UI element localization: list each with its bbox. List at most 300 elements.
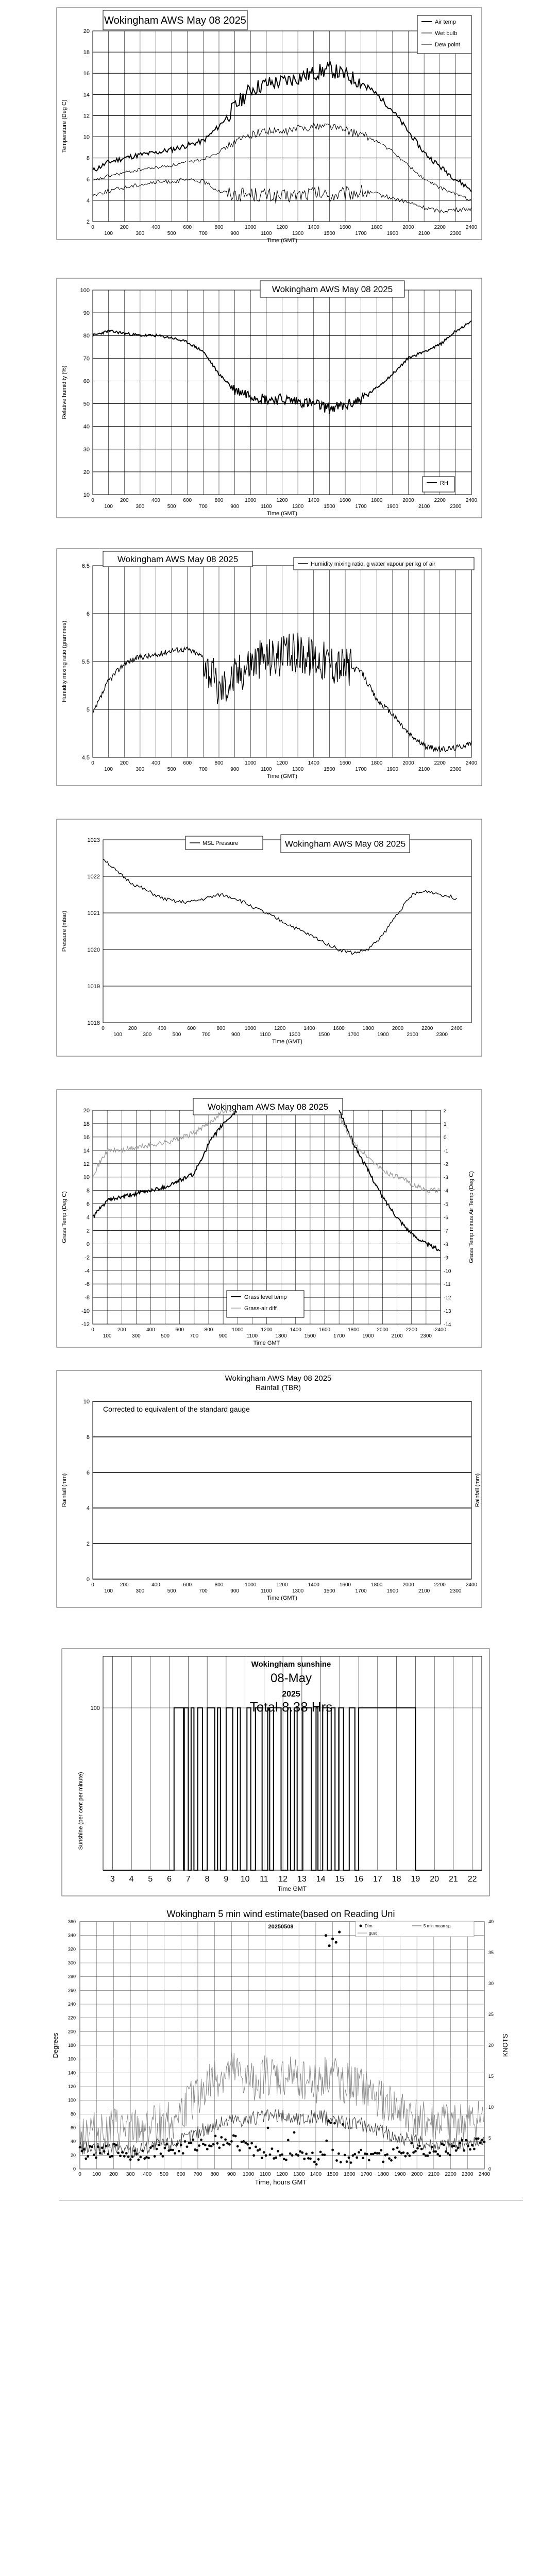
direction-point: [408, 2155, 411, 2157]
y-tick-label: 10: [83, 492, 90, 498]
x-tick-label: 9: [224, 1875, 229, 1884]
x-tick-label: 2100: [391, 1333, 403, 1339]
y-tick-label: 4: [86, 197, 90, 204]
direction-point: [412, 2151, 415, 2154]
x-tick-label: 2400: [478, 2172, 491, 2177]
y-tick-label: 18: [83, 1121, 90, 1127]
x-tick-label: 600: [175, 1327, 184, 1333]
x-tick-label: 2300: [436, 1032, 448, 1038]
y-tick-label: 5: [86, 707, 90, 713]
x-tick-label: 800: [214, 760, 224, 766]
x-tick-label: 1700: [355, 504, 367, 510]
x-tick-label: 1000: [245, 760, 257, 766]
x-tick-label: 1200: [276, 225, 288, 230]
y-tick-label: 140: [67, 2070, 76, 2076]
x-tick-label: 14: [316, 1875, 326, 1884]
direction-point: [97, 2145, 99, 2148]
direction-point: [91, 2146, 93, 2148]
direction-point: [317, 2158, 320, 2161]
direction-point: [125, 2152, 128, 2155]
x-tick-label: 2000: [402, 225, 414, 230]
direction-point: [471, 2144, 474, 2146]
direction-point: [457, 2146, 460, 2149]
x-tick-label: 15: [335, 1875, 345, 1884]
direction-point: [350, 2161, 352, 2164]
direction-point: [101, 2146, 104, 2149]
y-tick-label: -6: [84, 1281, 90, 1288]
direction-point: [176, 2143, 178, 2146]
chart-pressure: [0, 811, 541, 1069]
x-tick-label: 400: [151, 1582, 160, 1588]
direction-point: [115, 2144, 117, 2147]
direction-point: [407, 2152, 409, 2155]
chart-subtitle: 20250508: [268, 1924, 294, 1930]
direction-point: [327, 2120, 330, 2123]
direction-point: [158, 2144, 160, 2146]
y-tick-label: 120: [67, 2084, 76, 2089]
y-tick-label: 240: [67, 2002, 76, 2007]
chart-total: Total 8.38 Hrs: [249, 1699, 333, 1715]
direction-point: [269, 2154, 272, 2156]
chart-sunshine: [0, 1641, 541, 1899]
y-right-tick-label: 30: [488, 1981, 494, 1986]
direction-point: [392, 2148, 395, 2150]
y-tick-label: -12: [81, 1321, 90, 1328]
x-tick-label: 1000: [244, 1026, 257, 1031]
x-tick-label: 600: [183, 225, 192, 230]
y-tick-label: -8: [84, 1295, 90, 1301]
plot-area: [103, 840, 471, 1023]
y-tick-label: 10: [83, 134, 90, 141]
x-tick-label: 2300: [450, 1588, 462, 1594]
direction-point: [178, 2150, 180, 2153]
y-tick-label: 14: [83, 92, 90, 98]
x-tick-label: 1300: [293, 2172, 305, 2177]
y-tick-label: 160: [67, 2056, 76, 2062]
x-tick-label: 1500: [318, 1032, 330, 1038]
x-tick-label: 500: [167, 231, 176, 236]
x-tick-label: 900: [227, 2172, 236, 2177]
y-tick-label: 1020: [87, 947, 100, 953]
x-tick-label: 2200: [434, 1582, 446, 1588]
direction-point: [434, 2150, 437, 2153]
y-tick-label: -4: [84, 1268, 90, 1275]
direction-point: [252, 2154, 255, 2157]
x-tick-label: 1100: [259, 1032, 271, 1038]
direction-point: [127, 2156, 130, 2158]
direction-point: [263, 2151, 265, 2154]
x-tick-label: 17: [373, 1875, 382, 1884]
x-tick-label: 0: [91, 1327, 94, 1333]
y-right-tick-label: 15: [488, 2074, 494, 2079]
x-tick-label: 900: [230, 231, 239, 236]
x-tick-label: 400: [158, 1026, 166, 1031]
direction-point: [445, 2150, 447, 2153]
x-tick-label: 2000: [402, 498, 414, 503]
x-tick-label: 400: [143, 2172, 152, 2177]
x-tick-label: 2100: [418, 231, 430, 236]
y-tick-label: 20: [83, 469, 90, 476]
direction-point: [465, 2139, 467, 2142]
x-tick-label: 500: [172, 1032, 181, 1038]
direction-point: [265, 2154, 267, 2157]
x-tick-label: 300: [143, 1032, 152, 1038]
x-tick-label: 0: [91, 498, 94, 503]
y-tick-label: 6: [86, 611, 90, 617]
x-tick-label: 1600: [333, 1026, 345, 1031]
direction-point: [149, 2146, 152, 2149]
direction-point: [463, 2149, 465, 2152]
x-tick-label: 2000: [411, 2172, 423, 2177]
direction-point: [414, 2150, 417, 2153]
y-tick-label: 6: [86, 176, 90, 183]
direction-point: [182, 2152, 184, 2155]
direction-point: [396, 2146, 399, 2149]
x-tick-label: 0: [91, 225, 94, 230]
x-tick-label: 900: [231, 1032, 240, 1038]
chart-title: Wokingham 5 min wind estimate(based on Reading Uni: [166, 1909, 395, 1919]
chart-title: Wokingham AWS May 08 2025: [225, 1374, 332, 1383]
direction-point: [212, 2143, 215, 2146]
direction-point: [137, 2159, 140, 2161]
x-tick-label: 1900: [386, 504, 398, 510]
direction-point: [331, 1938, 334, 1940]
chart-title: Wokingham AWS May 08 2025: [117, 554, 239, 565]
y-tick-label: 360: [67, 1919, 76, 1924]
y-tick-label: 2: [86, 1228, 90, 1234]
x-tick-label: 0: [91, 760, 94, 766]
y-tick-label: 20: [70, 2153, 76, 2158]
x-tick-label: 1400: [290, 1327, 301, 1333]
direction-point: [204, 2144, 207, 2146]
direction-point: [477, 2138, 480, 2140]
direction-point: [301, 2151, 303, 2154]
direction-point: [360, 2149, 362, 2151]
y-right-tick-label: -11: [444, 1282, 451, 1288]
direction-point: [147, 2157, 150, 2159]
direction-point: [291, 2154, 294, 2157]
direction-point: [443, 2144, 445, 2146]
direction-point: [346, 2160, 348, 2163]
x-tick-label: 1100: [261, 504, 272, 510]
x-tick-label: 800: [214, 225, 224, 230]
x-tick-label: 2400: [434, 1327, 447, 1333]
x-tick-label: 1800: [348, 1327, 360, 1333]
x-tick-label: 300: [126, 2172, 135, 2177]
chart-year: 2025: [282, 1690, 300, 1699]
direction-point: [311, 2151, 314, 2154]
y-tick-label: 1019: [87, 984, 100, 990]
x-tick-label: 900: [218, 1333, 228, 1339]
y-axis-label: Temperature (Deg C): [61, 99, 67, 153]
chart-title: Wokingham AWS May 08 2025: [272, 284, 393, 295]
x-tick-label: 1500: [324, 767, 335, 772]
direction-point: [111, 2155, 113, 2158]
x-tick-label: 1400: [310, 2172, 322, 2177]
direction-point: [386, 2153, 388, 2156]
y-tick-label: 0: [86, 1241, 90, 1248]
direction-point: [218, 2146, 221, 2149]
direction-point: [220, 2136, 223, 2139]
humidity-chart-svg: [0, 270, 541, 528]
y-right-tick-label: -9: [444, 1255, 448, 1261]
x-tick-label: 2100: [418, 767, 430, 772]
x-tick-label: 1900: [386, 231, 398, 236]
direction-point: [431, 2146, 433, 2148]
y-tick-label: 2: [86, 219, 90, 225]
y-tick-label: 16: [83, 71, 90, 77]
direction-point: [129, 2158, 132, 2161]
x-tick-label: 100: [92, 2172, 102, 2177]
x-tick-label: 2100: [428, 2172, 439, 2177]
direction-point: [299, 2150, 301, 2153]
x-tick-label: 2400: [451, 1026, 463, 1031]
direction-point: [293, 2131, 296, 2134]
direction-point: [313, 2161, 316, 2163]
y-tick-label: 280: [67, 1974, 76, 1979]
direction-point: [277, 2150, 279, 2153]
y-tick-label: 60: [83, 378, 90, 385]
direction-point: [388, 2157, 391, 2160]
direction-point: [162, 2155, 164, 2158]
x-tick-label: 500: [160, 2172, 168, 2177]
y-tick-label: 200: [67, 2029, 76, 2035]
direction-point: [297, 2154, 300, 2157]
x-tick-label: 1700: [355, 1588, 367, 1594]
y-axis-label: Pressure (mbar): [61, 910, 67, 952]
y-tick-label: 50: [83, 401, 90, 408]
y-tick-label: 5.5: [81, 659, 90, 665]
x-tick-label: 2000: [402, 1582, 414, 1588]
x-tick-label: 1300: [292, 231, 304, 236]
chart-title: Wokingham AWS May 08 2025: [104, 15, 246, 27]
y-right-tick-label: -10: [444, 1268, 451, 1275]
x-tick-label: 1800: [371, 1582, 383, 1588]
y-right-tick-label: -14: [444, 1322, 451, 1328]
direction-point: [436, 2153, 439, 2156]
x-tick-label: 800: [210, 2172, 219, 2177]
direction-point: [136, 2153, 138, 2156]
x-tick-label: 1100: [260, 2172, 271, 2177]
x-tick-label: 2000: [392, 1026, 404, 1031]
direction-point: [416, 2147, 419, 2149]
direction-point: [121, 2151, 124, 2154]
y-right-tick-label: 0: [488, 2166, 492, 2172]
y-tick-label: 100: [90, 1705, 100, 1711]
x-tick-label: 1500: [324, 1588, 335, 1594]
direction-point: [380, 2149, 382, 2151]
direction-point: [319, 2151, 322, 2154]
y-axis-label: Grass Temp (Deg C): [61, 1191, 67, 1243]
x-tick-label: 4: [129, 1875, 134, 1884]
direction-point: [275, 2157, 277, 2159]
direction-point: [239, 2149, 241, 2151]
direction-point: [192, 2139, 194, 2141]
direction-point: [248, 2147, 251, 2149]
y-tick-label: 12: [83, 1161, 90, 1167]
direction-point: [84, 2158, 87, 2160]
direction-point: [261, 2157, 263, 2159]
direction-point: [190, 2142, 193, 2144]
legend-entry: Grass-air diff: [244, 1306, 277, 1312]
x-tick-label: 800: [216, 1026, 226, 1031]
x-tick-label: 700: [190, 1333, 199, 1339]
chart-wind: [0, 1909, 541, 2192]
x-tick-label: 1800: [371, 498, 383, 503]
direction-point: [481, 2139, 484, 2141]
direction-point: [267, 2127, 269, 2129]
x-tick-label: 600: [187, 1026, 196, 1031]
direction-point: [216, 2142, 219, 2145]
direction-point: [154, 2155, 156, 2158]
x-tick-label: 0: [102, 1026, 105, 1031]
direction-point: [353, 2153, 356, 2156]
direction-point: [271, 2147, 274, 2150]
x-tick-label: 1800: [377, 2172, 389, 2177]
x-tick-label: 1600: [339, 225, 351, 230]
x-tick-label: 2200: [405, 1327, 417, 1333]
x-tick-label: 800: [214, 1582, 224, 1588]
x-tick-label: 2200: [434, 498, 446, 503]
y-right-tick-label: -1: [444, 1148, 448, 1154]
x-tick-label: 8: [205, 1875, 210, 1884]
y-tick-label: 90: [83, 310, 90, 317]
direction-point: [461, 2139, 463, 2142]
y-tick-label: 4: [86, 1214, 90, 1221]
y-right-axis-label: Grass Temp minus Air Temp (Deg C): [468, 1171, 475, 1263]
x-tick-label: 5: [148, 1875, 153, 1884]
direction-point: [331, 2149, 334, 2151]
direction-point: [398, 2150, 401, 2153]
legend-entry: Humidity mixing ratio, g water vapour per kg of air: [311, 561, 436, 567]
x-axis-label: Time (GMT): [267, 511, 297, 517]
x-tick-label: 400: [151, 498, 160, 503]
x-tick-label: 600: [183, 760, 192, 766]
x-axis-label: Time, hours GMT: [255, 2178, 307, 2186]
y-right-tick-label: 40: [488, 1919, 494, 1924]
grass-temp-chart-svg: [0, 1087, 541, 1350]
direction-point: [390, 2159, 393, 2162]
y-tick-label: 80: [70, 2111, 76, 2117]
y-tick-label: 30: [83, 446, 90, 453]
x-tick-label: 500: [167, 767, 176, 772]
x-tick-label: 2300: [420, 1333, 432, 1339]
direction-point: [172, 2149, 174, 2151]
direction-point: [99, 2152, 102, 2155]
direction-point: [394, 2156, 397, 2159]
x-tick-label: 1700: [348, 1032, 360, 1038]
y-right-tick-label: 25: [488, 2012, 494, 2017]
legend-entry: 5 min mean sp: [424, 1924, 451, 1928]
direction-point: [368, 2159, 370, 2162]
direction-point: [139, 2156, 142, 2158]
direction-point: [438, 2155, 441, 2157]
direction-point: [382, 2161, 384, 2163]
x-tick-label: 1200: [276, 1582, 288, 1588]
direction-point: [352, 2154, 354, 2157]
x-tick-label: 600: [183, 498, 192, 503]
y-axis-label: Degrees: [52, 2032, 59, 2058]
y-axis-label: Relative humidity (%): [61, 365, 67, 419]
x-tick-label: 200: [120, 1582, 129, 1588]
y-tick-label: 6.5: [81, 563, 90, 569]
direction-point: [95, 2157, 97, 2159]
x-tick-label: 2200: [445, 2172, 457, 2177]
direction-point: [222, 2144, 225, 2146]
chart-title: Wokingham sunshine: [251, 1660, 331, 1669]
x-tick-label: 0: [78, 2172, 81, 2177]
y-right-tick-label: 0: [444, 1134, 447, 1141]
direction-point: [469, 2148, 471, 2151]
direction-point: [483, 2141, 486, 2143]
direction-point: [378, 2152, 381, 2155]
direction-point: [358, 2151, 360, 2154]
direction-point: [236, 2145, 239, 2148]
direction-point: [340, 2161, 342, 2164]
direction-point: [418, 2145, 421, 2147]
y-tick-label: 1018: [87, 1020, 100, 1026]
direction-point: [325, 1934, 327, 1937]
direction-point: [344, 2154, 346, 2157]
chart-mixing-ratio: [0, 541, 541, 799]
chart-title: Wokingham AWS May 08 2025: [284, 839, 406, 849]
x-tick-label: 1700: [355, 231, 367, 236]
y-tick-label: 6: [86, 1470, 90, 1476]
x-tick-label: 400: [151, 225, 160, 230]
direction-point: [410, 2142, 413, 2144]
x-tick-label: 100: [103, 1333, 112, 1339]
legend-entry: Dirn: [365, 1924, 373, 1928]
legend-entry: RH: [440, 480, 448, 486]
chart-date: 08-May: [270, 1671, 312, 1685]
direction-point: [133, 2149, 136, 2152]
mixing-ratio-chart-svg: [0, 541, 541, 799]
direction-point: [228, 2143, 231, 2146]
direction-point: [338, 1930, 341, 1933]
direction-point: [479, 2142, 482, 2144]
chart-title: Wokingham AWS May 08 2025: [207, 1102, 329, 1112]
x-tick-label: 600: [183, 1582, 192, 1588]
x-tick-label: 1700: [355, 767, 367, 772]
direction-point: [455, 2149, 458, 2152]
x-tick-label: 1900: [394, 2172, 406, 2177]
x-tick-label: 1000: [245, 225, 257, 230]
y-right-axis-label: Rainfall (mm): [475, 1473, 481, 1507]
x-tick-label: 2300: [462, 2172, 474, 2177]
legend-entry: MSL Pressure: [202, 840, 239, 846]
direction-point: [214, 2135, 217, 2138]
x-tick-label: 100: [104, 504, 113, 510]
x-tick-label: 300: [136, 767, 145, 772]
direction-point: [81, 2150, 83, 2153]
direction-point: [156, 2148, 158, 2150]
x-tick-label: 1100: [261, 1588, 272, 1594]
y-right-tick-label: 10: [488, 2105, 494, 2110]
direction-point: [198, 2144, 200, 2147]
x-tick-label: 20: [430, 1875, 439, 1884]
x-tick-label: 1200: [261, 1327, 273, 1333]
x-tick-label: 2400: [465, 760, 478, 766]
x-tick-label: 700: [201, 1032, 211, 1038]
direction-point: [366, 2153, 368, 2156]
y-tick-label: 8: [86, 1434, 90, 1440]
y-tick-label: 320: [67, 1946, 76, 1952]
x-tick-label: 1500: [327, 2172, 339, 2177]
direction-point: [429, 2151, 431, 2154]
chart-rainfall: [0, 1363, 541, 1620]
direction-point: [131, 2156, 134, 2158]
x-tick-label: 1200: [276, 760, 288, 766]
